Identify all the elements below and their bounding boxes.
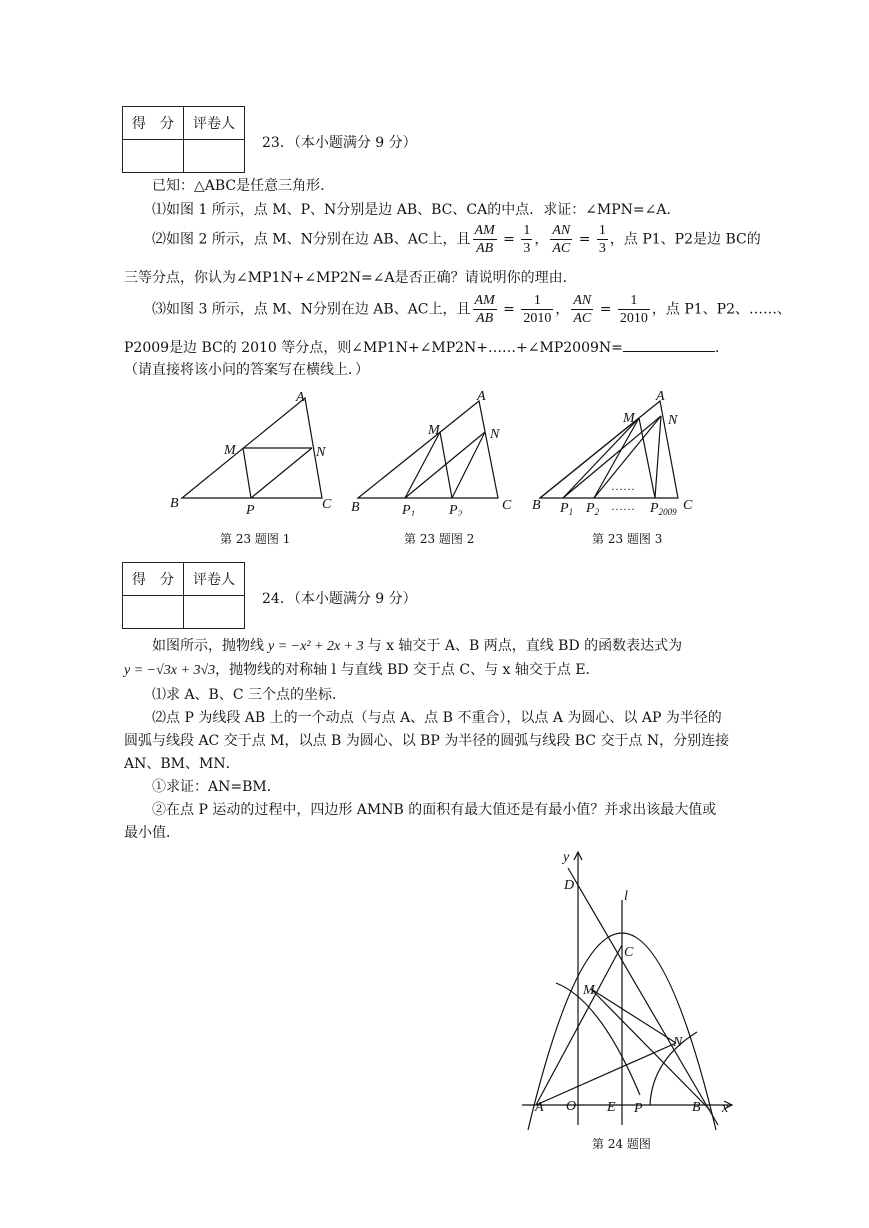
label-C: C bbox=[624, 945, 634, 960]
q23-figure-3 bbox=[528, 386, 698, 516]
label-B: B bbox=[170, 496, 179, 511]
score-box-24 bbox=[122, 562, 245, 629]
dots-lower: …… bbox=[611, 499, 635, 513]
label-P: P bbox=[246, 503, 255, 516]
q24-intro-line2: y = −√3x + 3√3，抛物线的对称轴 l 与直线 BD 交于点 C、与 x 轴交于点 E． bbox=[124, 662, 600, 678]
fraction-an-ac: $\frac{AN}{AC}$ bbox=[552, 223, 571, 256]
label-P1: $P_1$ bbox=[560, 501, 574, 516]
label-P2: $P_2$ bbox=[449, 503, 463, 516]
score-label: 得 分 bbox=[123, 107, 184, 140]
label-y: y bbox=[563, 850, 570, 865]
score-cell[interactable] bbox=[123, 140, 184, 173]
dots-upper: …… bbox=[611, 479, 635, 493]
q23-part3-text-c: P2009是边 BC的 2010 等分点，则∠MP1N+∠MP2N+……+∠MP2009N= bbox=[124, 340, 623, 356]
label-N: N bbox=[316, 445, 326, 460]
label-B: B bbox=[351, 500, 360, 515]
q23-header: 23．（本小题满分 9 分） bbox=[262, 135, 417, 151]
score-box-23 bbox=[122, 106, 245, 173]
q24-part2-i: ①求证：AN=BM． bbox=[152, 779, 281, 795]
q23-given: 已知：△ABC是任意三角形． bbox=[152, 178, 335, 194]
q23-part2-text-b: ，点 P1、P2是边 BC的 bbox=[609, 231, 761, 248]
grader-cell[interactable] bbox=[184, 140, 245, 173]
q24-part2-line3: AN、BM、MN． bbox=[124, 756, 240, 772]
label-B: B bbox=[532, 498, 541, 513]
label-M: M bbox=[428, 423, 440, 438]
label-M: M bbox=[583, 983, 595, 998]
score-label: 得 分 bbox=[123, 563, 184, 596]
label-A: A bbox=[477, 389, 486, 404]
q23-part1: ⑴如图 1 所示，点 M、P、N分别是边 AB、BC、CA的中点．求证：∠MPN=∠A． bbox=[152, 202, 681, 218]
q23-caption-1: 第 23 题图 1 bbox=[220, 532, 291, 546]
label-N: N bbox=[668, 413, 678, 428]
q23-part2-line2: 三等分点，你认为∠MP1N+∠MP2N=∠A是否正确？请说明你的理由． bbox=[124, 270, 577, 286]
q24-figure bbox=[520, 846, 740, 1136]
label-M: M bbox=[623, 411, 635, 426]
parabola-equation: y = −x² + 2x + 3 bbox=[268, 639, 364, 654]
q24-part2-ii-line1: ②在点 P 运动的过程中，四边形 AMNB 的面积有最大值还是有最小值？并求出该最大值或 bbox=[152, 802, 717, 818]
q24-part2-ii-line2: 最小值． bbox=[124, 825, 180, 841]
answer-blank[interactable] bbox=[623, 339, 715, 352]
q23-caption-2: 第 23 题图 2 bbox=[404, 532, 475, 546]
q23-caption-3: 第 23 题图 3 bbox=[592, 532, 663, 546]
grader-label: 评卷人 bbox=[184, 107, 245, 140]
label-A: A bbox=[296, 390, 305, 405]
label-O: O bbox=[566, 1099, 577, 1114]
label-x: x bbox=[722, 1101, 729, 1116]
q23-part3-text-b: ，点 P1、P2、……、 bbox=[651, 301, 792, 318]
q23-part3-note: （请直接将该小问的答案写在横线上．） bbox=[124, 362, 369, 378]
label-A: A bbox=[535, 1100, 544, 1115]
fraction-am-ab-3: $\frac{AM}{AB}$ bbox=[474, 293, 495, 326]
q24-part2-line2: 圆弧与线段 AC 交于点 M，以点 B 为圆心、以 BP 为半径的圆弧与线段 BC 交于点 N，分别连接 bbox=[124, 733, 730, 749]
label-P2009: $P_{2009}$ bbox=[650, 501, 677, 516]
grader-label: 评卷人 bbox=[184, 563, 245, 596]
label-l: l bbox=[624, 889, 628, 904]
label-B: B bbox=[692, 1100, 701, 1115]
q23-part3-line2: P2009是边 BC的 2010 等分点，则∠MP1N+∠MP2N+……+∠MP2009N= ． bbox=[124, 340, 729, 356]
q24-intro-line1: 如图所示，抛物线 y = −x² + 2x + 3 与 x 轴交于 A、B 两点，直线 BD 的函数表达式为 bbox=[152, 638, 683, 654]
fraction-one-2010: $\frac{1}{2010}$ bbox=[523, 293, 552, 326]
q24-part2-line1: ⑵点 P 为线段 AB 上的一个动点（与点 A、点 B 不重合），以点 A 为圆心、以 AP 为半径的 bbox=[152, 710, 722, 726]
label-A: A bbox=[656, 389, 665, 404]
q23-part3-text-a: ⑶如图 3 所示，点 M、N分别在边 AB、AC上，且 bbox=[152, 301, 471, 318]
score-cell[interactable] bbox=[123, 596, 184, 629]
q23-part3-line1: ⑶如图 3 所示，点 M、N分别在边 AB、AC上，且 $\frac{AM}{AB}$ = $\frac{1}{2010}$ ， $\frac{AN}{AC}$ = $\frac{1}{2010}$ ，点 P1、P2、……、 bbox=[152, 293, 792, 326]
line-equation: y = −√3x + 3√3 bbox=[124, 663, 216, 678]
q23-part2-text-a: ⑵如图 2 所示，点 M、N分别在边 AB、AC上，且 bbox=[152, 231, 471, 248]
label-C: C bbox=[683, 498, 693, 513]
label-D: D bbox=[564, 878, 575, 893]
label-C: C bbox=[322, 497, 332, 512]
label-P2: $P_2$ bbox=[586, 501, 600, 516]
fraction-am-ab: $\frac{AM}{AB}$ bbox=[474, 223, 495, 256]
label-N: N bbox=[673, 1035, 683, 1050]
q24-caption: 第 24 题图 bbox=[592, 1137, 651, 1151]
fraction-one-2010-b: $\frac{1}{2010}$ bbox=[619, 293, 648, 326]
label-E: E bbox=[607, 1100, 616, 1115]
label-C: C bbox=[502, 498, 512, 513]
fraction-one-third-b: $\frac{1}{3}$ bbox=[598, 223, 606, 256]
q23-figure-1 bbox=[168, 386, 348, 516]
label-M: M bbox=[224, 443, 236, 458]
label-N: N bbox=[490, 427, 500, 442]
label-P1: $P_1$ bbox=[402, 503, 416, 516]
grader-cell[interactable] bbox=[184, 596, 245, 629]
fraction-an-ac-3: $\frac{AN}{AC}$ bbox=[573, 293, 592, 326]
fraction-one-third: $\frac{1}{3}$ bbox=[523, 223, 531, 256]
label-P: P bbox=[634, 1101, 643, 1116]
q23-figure-2 bbox=[345, 386, 525, 516]
q24-header: 24．（本小题满分 9 分） bbox=[262, 591, 417, 607]
q23-part2-line1: ⑵如图 2 所示，点 M、N分别在边 AB、AC上，且 $\frac{AM}{AB}$ = $\frac{1}{3}$ ， $\frac{AN}{AC}$ = $\frac{1}{3}$ ，点 P1、P2是边 BC的 bbox=[152, 223, 761, 256]
q24-part1: ⑴求 A、B、C 三个点的坐标． bbox=[152, 687, 347, 703]
